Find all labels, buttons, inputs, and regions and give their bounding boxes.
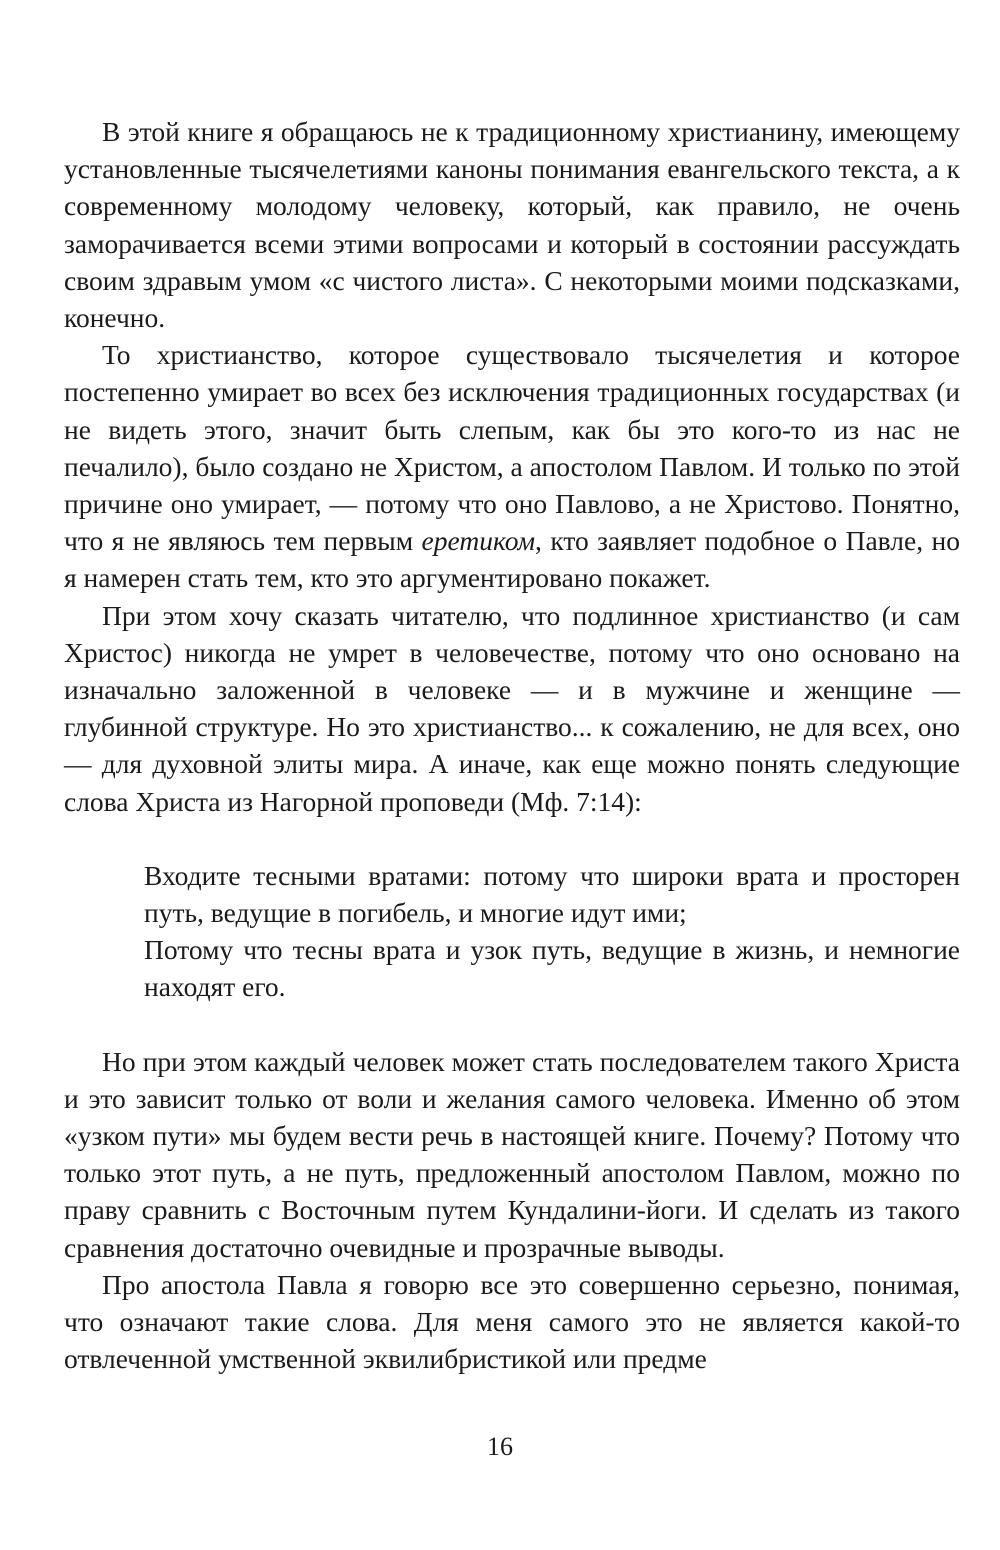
paragraph-2-text-before: То христианство, которое существовало тысячелетия и которое постепенно умирает во всех без исключения традиционных государствах (и не видеть этого, значит быть слепым, как бы это кого-то из нас не печалило), было создано не Христом, а апостолом Павлом. И только по этой причине оно умирает, — потому что оно Павлово, а не Христово. Понятно, что я не являюсь тем первым — [64, 339, 960, 557]
paragraph-4: Но при этом каждый человек может стать последователем такого Христа и это зависит только от воли и желания самого человека. Именно об этом «узком пути» мы будем вести речь в настоящей книге. Почему? Потому что только этот путь, а не путь, предложенный апостолом Павлом, можно по праву сравнить с Восточным путем Кундалини-йоги. И сделать из такого сравнения достаточно очевидные и прозрачные выводы. — [64, 1045, 960, 1263]
scripture-quote — [144, 857, 960, 1006]
paragraph-2-italic: еретиком — [421, 525, 536, 557]
paragraph-2 — [64, 336, 960, 596]
paragraph-2-text-after: , кто заявляет подобное о Павле, но я намерен стать тем, кто это аргументировано покажет. — [64, 525, 961, 594]
paragraph-3: При этом хочу сказать читателю, что подлинное христианство (и сам Христос) никогда не умрет в человечестве, потому что оно основано на изначально заложенной в человеке — и в мужчине и женщине — глубинной структуре. Но это христианство... к сожалению, не для всех, оно — для духовной элиты мира. А иначе, как еще можно понять следующие слова Христа из Нагорной проповеди (Мф. 7:14): — [64, 599, 960, 817]
page-number: 16 — [487, 1432, 513, 1461]
quote-line-2: Потому что тесны врата и узок путь, ведущие в жизнь, и немногие находят его. — [144, 934, 960, 1003]
quote-line-1: Входите тесными вратами: потому что широки врата и просторен путь, ведущие в погибель, и многие идут ими; — [144, 859, 960, 929]
paragraph-5: Про апостола Павла я говорю все это совершенно серьезно, понимая, что означают такие слова. Для меня самого это не является какой-то отвлеченной умственной эквилибристикой или предме — [64, 1268, 960, 1375]
paragraph-1: В этой книге я обращаюсь не к традиционному христианину, имеющему установленные тысячелетиями каноны понимания евангельского текста, а к современному молодому человеку, который, как правило, не очень заморачивается всеми этими вопросами и который в состоянии рассуждать своим здравым умом «с чистого листа». С некоторыми моими подсказками, конечно. — [64, 116, 960, 334]
page-body — [64, 113, 960, 1378]
